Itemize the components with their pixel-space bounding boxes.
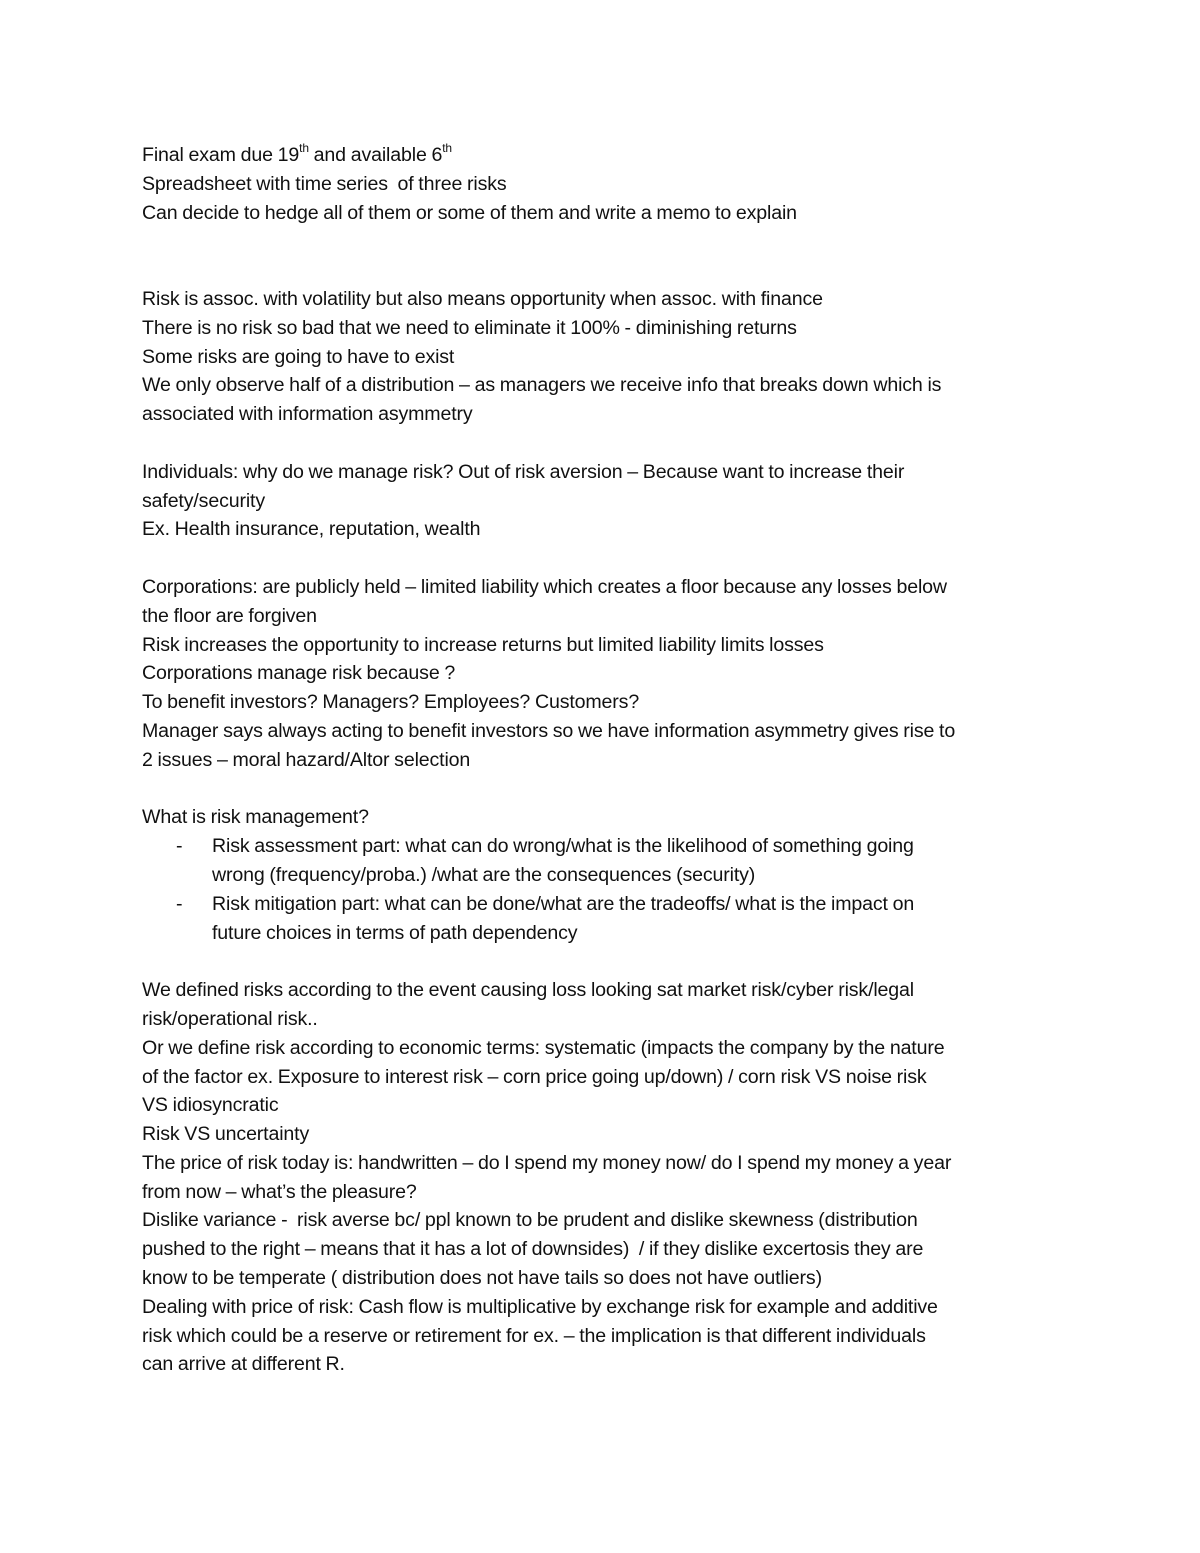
text-line: of the factor ex. Exposure to interest risk – corn price going up/down) / corn risk VS noise risk xyxy=(142,1065,927,1088)
bullet-list xyxy=(142,832,1072,947)
blank-space xyxy=(142,544,1072,573)
text-line: Some risks are going to have to exist xyxy=(142,345,455,368)
text-line: know to be temperate ( distribution does not have tails so does not have outliers) xyxy=(142,1267,822,1290)
dash-bullet: - xyxy=(176,892,183,915)
blank-space xyxy=(142,775,1072,804)
blank-space xyxy=(142,947,1072,976)
text-line: Risk mitigation part: what can be done/what are the tradeoffs/ what is the impact on xyxy=(212,892,915,915)
text-line: We defined risks according to the event causing loss looking sat market risk/cyber risk/legal xyxy=(142,979,915,1002)
blank-space xyxy=(142,429,1072,458)
text-line: Risk is assoc. with volatility but also means opportunity when assoc. with finance xyxy=(142,287,823,310)
text-line: 2 issues – moral hazard/Altor selection xyxy=(142,748,471,771)
text-line: To benefit investors? Managers? Employees? Customers? xyxy=(142,691,640,714)
text-line: Corporations: are publicly held – limited liability which creates a floor because any losses below xyxy=(142,575,947,598)
risk-intro-paragraph xyxy=(142,285,1072,429)
text-line: associated with information asymmetry xyxy=(142,403,473,426)
text-line: pushed to the right – means that it has a lot of downsides) / if they dislike excertosis they are xyxy=(142,1238,924,1261)
section-heading: What is risk management? xyxy=(142,806,369,829)
text-line: Risk increases the opportunity to increase returns but limited liability limits losses xyxy=(142,633,824,656)
dash-bullet: - xyxy=(176,835,183,858)
text-line: There is no risk so bad that we need to eliminate it 100% - diminishing returns xyxy=(142,316,797,339)
text-line: We only observe half of a distribution – as managers we receive info that breaks down which is xyxy=(142,374,942,397)
text-line: risk/operational risk.. xyxy=(142,1007,318,1030)
exam-due-text: Final exam due 19 xyxy=(142,144,300,166)
superscript-th: th xyxy=(299,141,309,156)
text-line: Corporations manage risk because ? xyxy=(142,662,456,685)
exam-date-line xyxy=(142,141,1072,170)
text-line: Individuals: why do we manage risk? Out of risk aversion – Because want to increase their xyxy=(142,460,905,483)
definitions-paragraph xyxy=(142,976,1072,1379)
text-line: risk which could be a reserve or retirement for ex. – the implication is that different individuals xyxy=(142,1324,926,1347)
text-line: Manager says always acting to benefit investors so we have information asymmetry gives rise to xyxy=(142,719,956,742)
text-line: the floor are forgiven xyxy=(142,604,317,627)
exam-available-text: and available 6 xyxy=(308,144,443,166)
superscript-th: th xyxy=(442,141,452,156)
exam-notes xyxy=(142,141,1072,227)
text-line: Spreadsheet with time series of three risks xyxy=(142,172,507,195)
text-line: can arrive at different R. xyxy=(142,1353,345,1376)
text-line: Dealing with price of risk: Cash flow is multiplicative by exchange risk for example and additive xyxy=(142,1295,938,1318)
text-line: wrong (frequency/proba.) /what are the consequences (security) xyxy=(212,863,756,886)
text-line: Or we define risk according to economic terms: systematic (impacts the company by the nature xyxy=(142,1036,945,1059)
text-line: safety/security xyxy=(142,489,265,512)
text-line: Can decide to hedge all of them or some of them and write a memo to explain xyxy=(142,201,797,224)
text-line: Risk VS uncertainty xyxy=(142,1123,310,1146)
text-line: The price of risk today is: handwritten – do I spend my money now/ do I spend my money a year xyxy=(142,1151,952,1174)
text-line: future choices in terms of path dependency xyxy=(212,921,578,944)
text-line: Risk assessment part: what can do wrong/what is the likelihood of something going xyxy=(212,835,914,858)
corporations-paragraph xyxy=(142,573,1072,775)
text-line: from now – what’s the pleasure? xyxy=(142,1180,417,1203)
individuals-paragraph xyxy=(142,458,1072,544)
list-item xyxy=(142,890,1072,948)
list-item xyxy=(142,832,1072,890)
text-line: Ex. Health insurance, reputation, wealth xyxy=(142,518,481,541)
text-line: Dislike variance - risk averse bc/ ppl known to be prudent and dislike skewness (distribution xyxy=(142,1209,918,1232)
document-page xyxy=(142,141,1072,1379)
risk-management-section xyxy=(142,803,1072,947)
text-line: VS idiosyncratic xyxy=(142,1094,279,1117)
blank-space xyxy=(142,227,1072,285)
